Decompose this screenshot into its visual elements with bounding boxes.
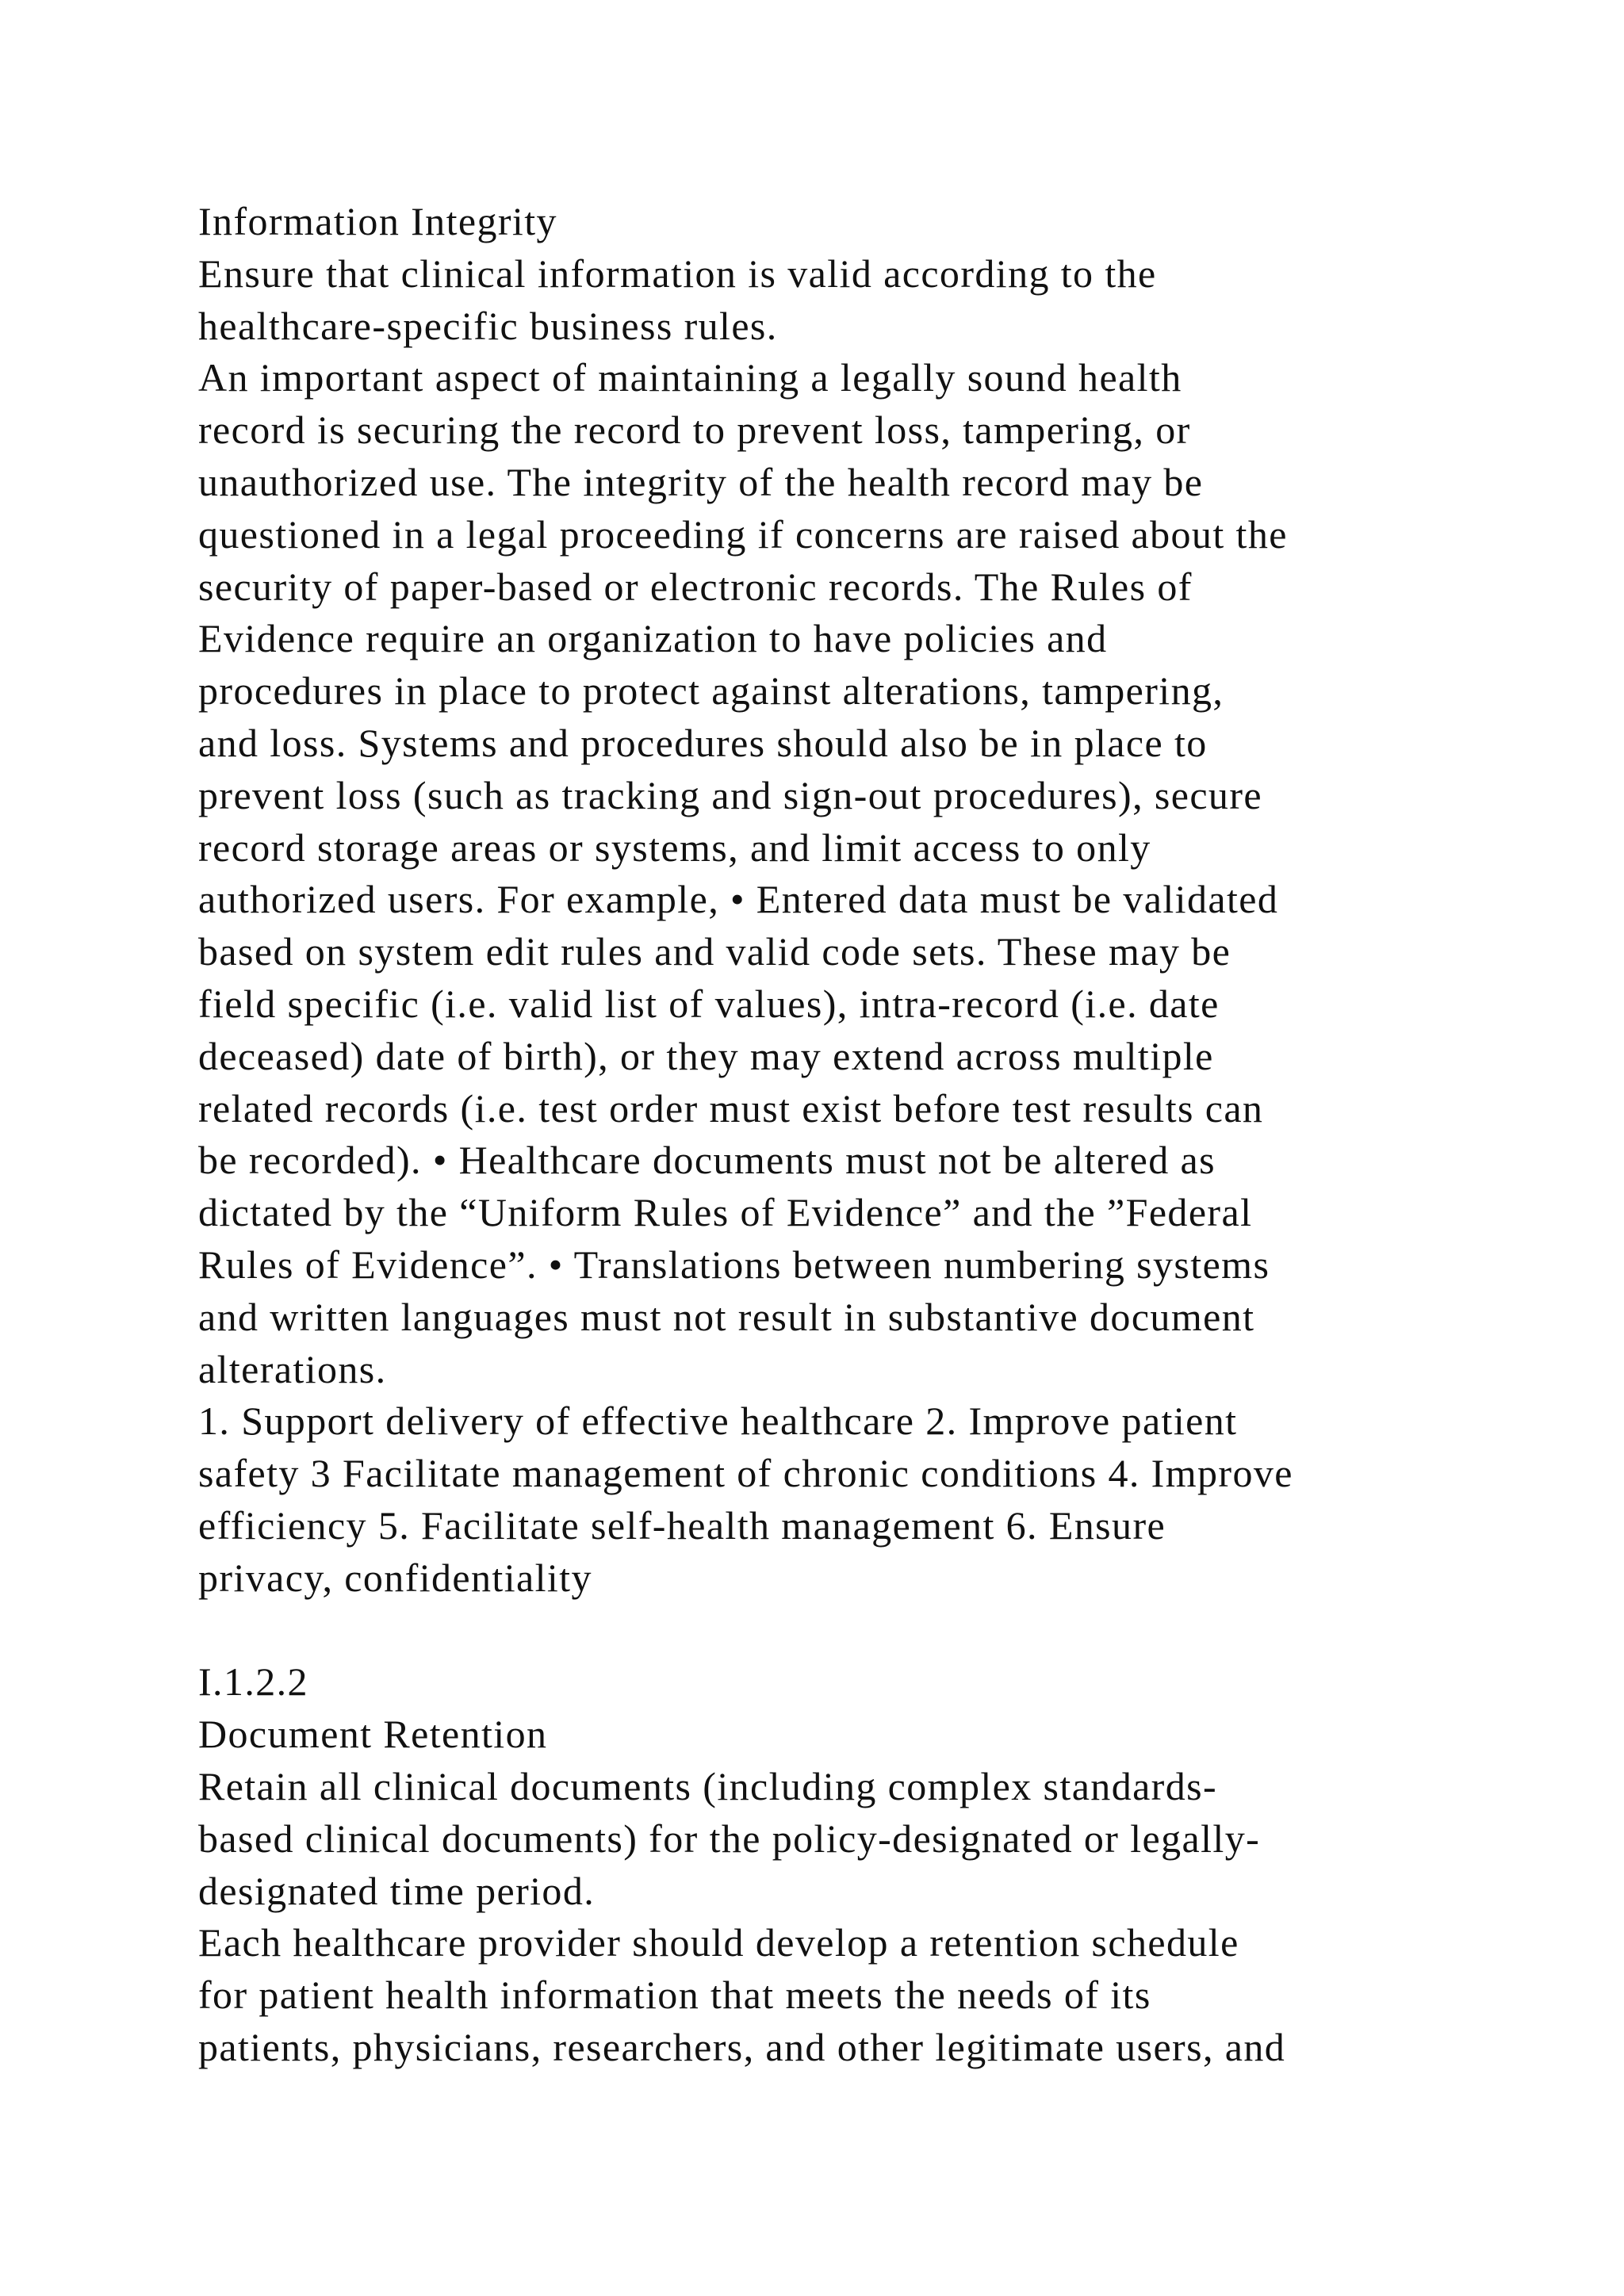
text-line: Retain all clinical documents (including complex standards- [198,1763,1218,1808]
text-line: and written languages must not result in substantive document [198,1294,1255,1339]
text-line: related records (i.e. test order must exist before test results can [198,1085,1264,1131]
section-title: Document Retention [198,1712,548,1757]
text-line: field specific (i.e. valid list of values), intra-record (i.e. date [198,981,1220,1026]
text-line: privacy, confidentiality [198,1555,592,1600]
text-line: Ensure that clinical information is valid according to the [198,251,1157,296]
text-line: and loss. Systems and procedures should also be in place to [198,720,1208,765]
text-line: patients, physicians, researchers, and other legitimate users, and [198,2024,1286,2069]
text-line: be recorded). • Healthcare documents must not be altered as [198,1138,1216,1183]
text-line: security of paper-based or electronic records. The Rules of [198,564,1193,609]
text-line: questioned in a legal proceeding if concerns are raised about the [198,511,1288,557]
text-line: based on system edit rules and valid code sets. These may be [198,929,1231,974]
text-line: deceased) date of birth), or they may extend across multiple [198,1033,1214,1078]
blank-line [198,1605,1499,1657]
text-line: Each healthcare provider should develop a retention schedule [198,1920,1239,1965]
text-line: safety 3 Facilitate management of chronic conditions 4. Improve [198,1451,1293,1496]
text-line: dictated by the “Uniform Rules of Evidence” and the ”Federal [198,1190,1253,1235]
text-line: record is securing the record to prevent loss, tampering, or [198,408,1191,453]
text-line: Rules of Evidence”. • Translations between numbering systems [198,1242,1270,1287]
text-line: based clinical documents) for the policy-designated or legally- [198,1816,1261,1861]
text-line: procedures in place to protect against alterations, tampering, [198,668,1224,714]
text-line: efficiency 5. Facilitate self-health management 6. Ensure [198,1502,1166,1548]
text-line: healthcare-specific business rules. [198,303,778,348]
text-line: unauthorized use. The integrity of the health record may be [198,459,1204,504]
text-line: prevent loss (such as tracking and sign-out procedures), secure [198,772,1262,817]
text-line: An important aspect of maintaining a legally sound health [198,355,1182,400]
text-line: alterations. [198,1346,387,1391]
text-line: 1. Support delivery of effective healthcare 2. Improve patient [198,1399,1238,1444]
text-line: designated time period. [198,1868,596,1913]
section-number: I.1.2.2 [198,1659,308,1705]
text-line: record storage areas or systems, and limit access to only [198,825,1151,870]
text-line: for patient health information that meets the needs of its [198,1973,1151,2018]
document-body [198,196,1499,2074]
text-line: Evidence require an organization to have policies and [198,616,1108,661]
section-title: Information Integrity [198,199,557,243]
text-line: authorized users. For example, • Entered data must be validated [198,877,1279,922]
